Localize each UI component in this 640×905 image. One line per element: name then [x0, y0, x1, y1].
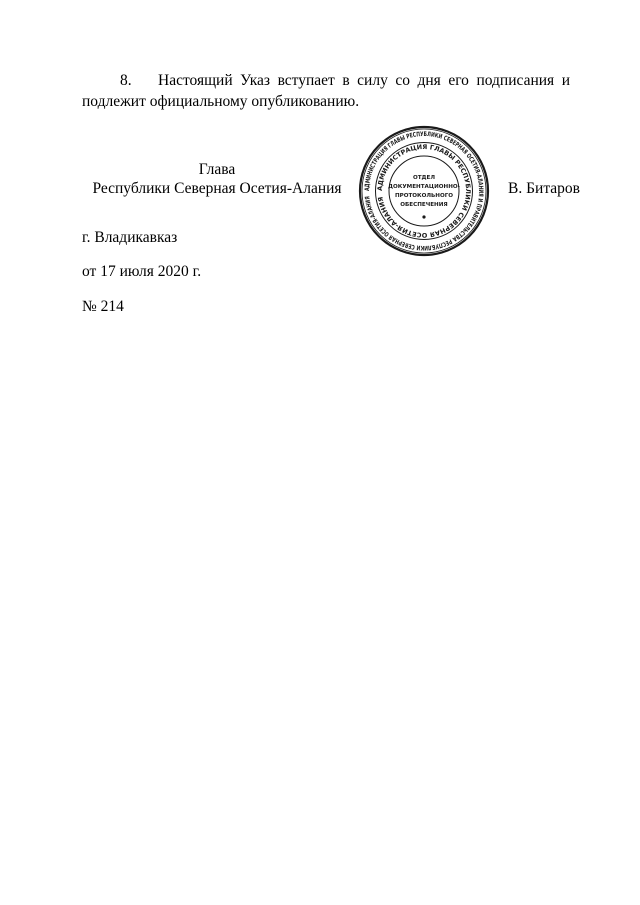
clause-text: Настоящий Указ вступает в силу со дня его подписания и подлежит официальному опубликованию.: [82, 72, 570, 110]
svg-text:ОБЕСПЕЧЕНИЯ: ОБЕСПЕЧЕНИЯ: [400, 202, 448, 208]
seal-center-text: [388, 175, 461, 208]
signatory-title: [82, 160, 352, 198]
signatory-title-line2: Республики Северная Осетия-Алания: [92, 180, 342, 197]
svg-text:ДОКУМЕНТАЦИОННО-: ДОКУМЕНТАЦИОННО-: [388, 184, 460, 190]
official-seal-icon: [358, 125, 490, 257]
signing-date: от 17 июля 2020 г.: [82, 263, 202, 280]
seal-outer-text: АДМИНИСТРАЦИЯ ГЛАВЫ РЕСПУБЛИКИ СЕВЕРНАЯ ОСЕТИЯ-АЛАНИЯ И ПРАВИТЕЛЬСТВА РЕСПУБЛИКИ СЕВЕРНАЯ ОСЕТИЯ-АЛАНИЯ: [363, 130, 485, 252]
signatory-name: В. Битаров: [508, 180, 580, 197]
svg-text:ОТДЕЛ: ОТДЕЛ: [412, 175, 436, 181]
svg-text:ПРОТОКОЛЬНОГО: ПРОТОКОЛЬНОГО: [394, 193, 454, 199]
decree-number: № 214: [82, 298, 124, 315]
seal-inner-text: АДМИНИСТРАЦИЯ ГЛАВЫ РЕСПУБЛИКИ СЕВЕРНАЯ ОСЕТИЯ-АЛАНИЯ: [375, 142, 473, 240]
signatory-title-line1: Глава: [198, 161, 236, 178]
clause-paragraph: [82, 70, 570, 112]
clause-number: 8.: [120, 72, 132, 89]
signing-place: г. Владикавказ: [82, 229, 178, 246]
seal-dot-icon: [422, 215, 425, 218]
